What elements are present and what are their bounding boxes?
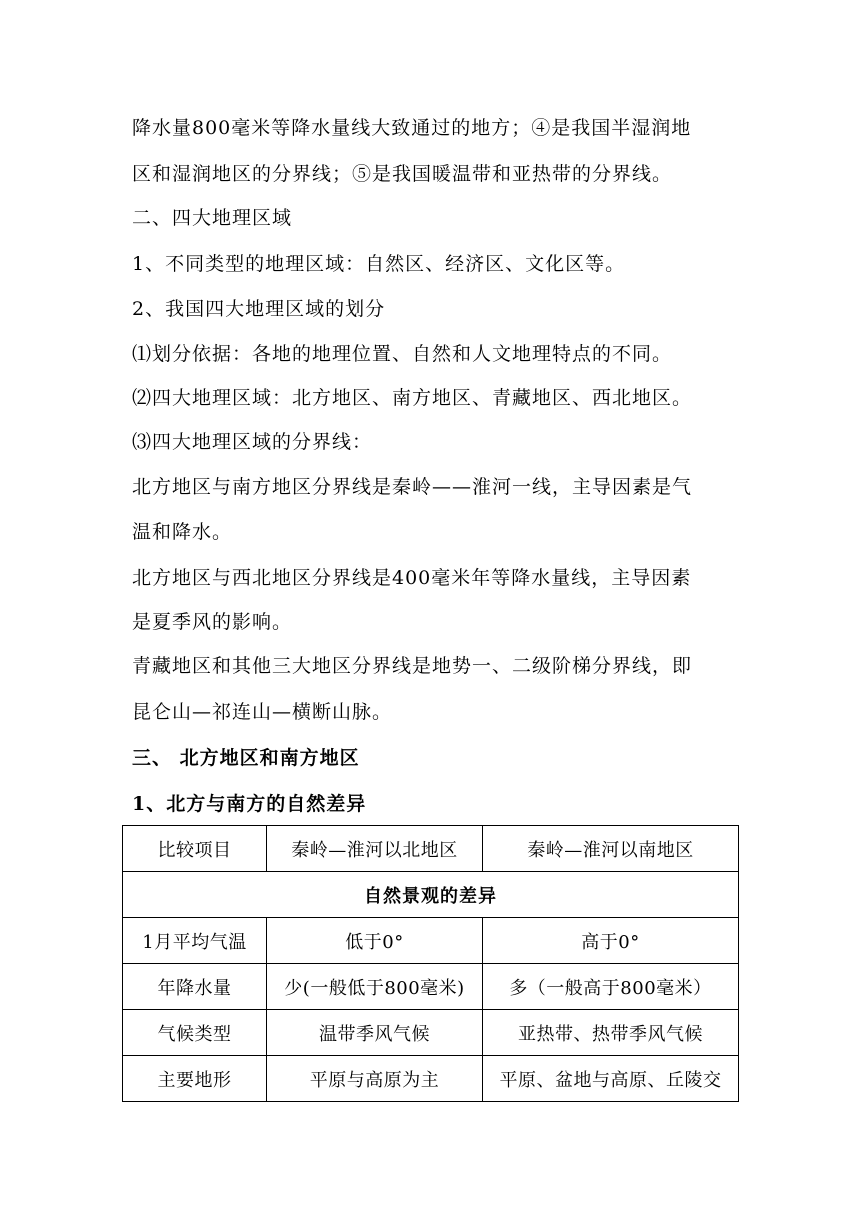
table-cell: 温带季风气候 — [267, 1010, 483, 1056]
comparison-table — [122, 825, 739, 1102]
table-section-title: 自然景观的差异 — [123, 872, 739, 918]
table-cell: 平原、盆地与高原、丘陵交 — [483, 1056, 739, 1102]
paragraph-line-4: 1、不同类型的地理区域：自然区、经济区、文化区等。 — [132, 253, 626, 275]
table-row — [123, 964, 739, 1010]
table-row — [123, 1056, 739, 1102]
paragraph-line-9: 北方地区与南方地区分界线是秦岭——淮河一线，主导因素是气 — [132, 476, 693, 498]
section-heading-three: 三、 北方地区和南方地区 — [132, 747, 360, 769]
paragraph-line-11: 北方地区与西北地区分界线是400毫米年等降水量线，主导因素 — [132, 567, 692, 589]
table-cell: 主要地形 — [123, 1056, 267, 1102]
paragraph-line-1: 降水量800毫米等降水量线大致通过的地方；④是我国半湿润地 — [132, 117, 692, 139]
paragraph-line-2: 区和湿润地区的分界线；⑤是我国暖温带和亚热带的分界线。 — [132, 163, 673, 185]
paragraph-line-8: ⑶四大地理区域的分界线： — [132, 431, 373, 453]
table-cell: 高于0° — [483, 918, 739, 964]
table-cell: 亚热带、热带季风气候 — [483, 1010, 739, 1056]
table-header-row — [123, 826, 739, 872]
table-cell: 平原与高原为主 — [267, 1056, 483, 1102]
paragraph-line-7: ⑵四大地理区域：北方地区、南方地区、青藏地区、西北地区。 — [132, 387, 693, 409]
paragraph-line-10: 温和降水。 — [132, 521, 233, 543]
table-header-cell: 秦岭—淮河以北地区 — [267, 826, 483, 872]
table-row — [123, 1010, 739, 1056]
subsection-heading: 1、北方与南方的自然差异 — [132, 793, 367, 815]
paragraph-line-14: 昆仑山—祁连山—横断山脉。 — [132, 701, 393, 723]
table-cell: 年降水量 — [123, 964, 267, 1010]
table-cell: 气候类型 — [123, 1010, 267, 1056]
table-row — [123, 918, 739, 964]
table-cell: 1月平均气温 — [123, 918, 267, 964]
paragraph-line-5: 2、我国四大地理区域的划分 — [132, 298, 386, 320]
table-header-cell: 比较项目 — [123, 826, 267, 872]
table-cell: 低于0° — [267, 918, 483, 964]
paragraph-line-13: 青藏地区和其他三大地区分界线是地势一、二级阶梯分界线，即 — [132, 655, 693, 677]
table-cell: 少(一般低于800毫米) — [267, 964, 483, 1010]
table-cell: 多（一般高于800毫米） — [483, 964, 739, 1010]
section-heading-two: 二、四大地理区域 — [132, 207, 293, 229]
table-header-cell: 秦岭—淮河以南地区 — [483, 826, 739, 872]
paragraph-line-12: 是夏季风的影响。 — [132, 611, 293, 633]
paragraph-line-6: ⑴划分依据：各地的地理位置、自然和人文地理特点的不同。 — [132, 343, 673, 365]
table-section-row — [123, 872, 739, 918]
